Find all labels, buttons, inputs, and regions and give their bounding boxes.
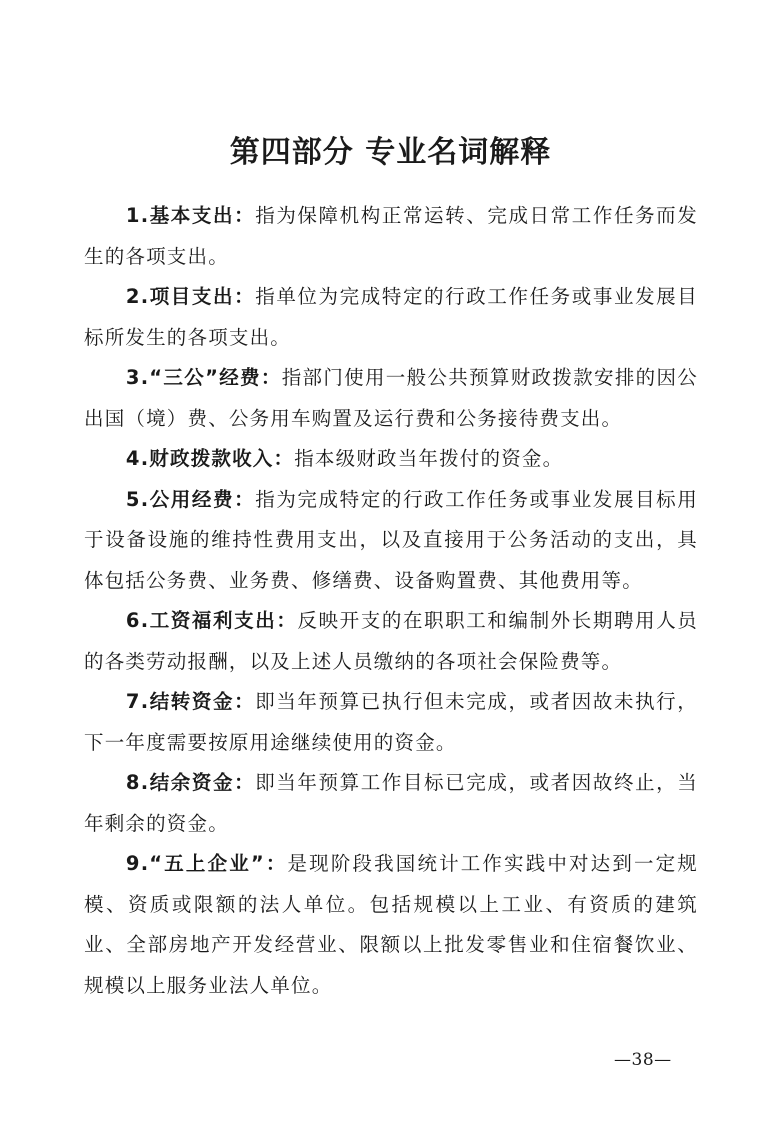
term-definition: 即当年预算已执行但未完成，或者因故未执行，下一年度需要按原用途继续使用的资金。 — [84, 690, 698, 754]
definition-entry-carryover-funds — [84, 682, 698, 763]
term-label: 2.项目支出： — [125, 285, 256, 308]
definition-entry-basic-expenditure — [84, 196, 698, 277]
term-label: 3.“三公”经费： — [125, 366, 282, 389]
term-label: 4.财政拨款收入： — [125, 447, 295, 470]
term-definition: 指单位为完成特定的行政工作任务或事业发展目标所发生的各项支出。 — [84, 285, 698, 349]
definition-entry-wages-and-benefits — [84, 601, 698, 682]
definition-entry-three-public-expenses — [84, 358, 698, 439]
term-label: 7.结转资金： — [125, 690, 256, 713]
definition-entry-five-above-enterprises — [84, 844, 698, 1006]
term-label: 1.基本支出： — [125, 204, 256, 227]
page-number: —38— — [614, 1050, 672, 1070]
page-title: 第四部分 专业名词解释 — [229, 135, 552, 170]
definition-entry-fiscal-appropriation-income — [84, 439, 698, 480]
term-definition: 即当年预算工作目标已完成，或者因故终止，当年剩余的资金。 — [84, 771, 698, 835]
term-definition: 指本级财政当年拨付的资金。 — [294, 447, 564, 470]
definition-entry-project-expenditure — [84, 277, 698, 358]
term-definition: 指为完成特定的行政工作任务或事业发展目标用于设备设施的维持性费用支出，以及直接用于公务活动的支出，具体包括公务费、业务费、修缮费、设备购置费、其他费用等。 — [84, 487, 698, 592]
term-label: 9.“五上企业”： — [125, 852, 288, 875]
term-definition: 反映开支的在职职工和编制外长期聘用人员的各类劳动报酬，以及上述人员缴纳的各项社会保险费等。 — [84, 609, 698, 673]
term-definition: 是现阶段我国统计工作实践中对达到一定规模、资质或限额的法人单位。包括规模以上工业、有资质的建筑业、全部房地产开发经营业、限额以上批发零售业和住宿餐饮业、规模以上服务业法人单位。 — [84, 852, 698, 997]
term-label: 6.工资福利支出： — [125, 609, 298, 632]
definition-entry-surplus-funds — [84, 763, 698, 844]
term-label: 8.结余资金： — [125, 771, 256, 794]
definition-list — [84, 196, 698, 1006]
term-definition: 指为保障机构正常运转、完成日常工作任务而发生的各项支出。 — [84, 204, 698, 268]
term-label: 5.公用经费： — [125, 487, 256, 511]
term-definition: 指部门使用一般公共预算财政拨款安排的因公出国（境）费、公务用车购置及运行费和公务接待费支出。 — [84, 366, 698, 430]
definition-entry-public-funds — [84, 480, 698, 602]
